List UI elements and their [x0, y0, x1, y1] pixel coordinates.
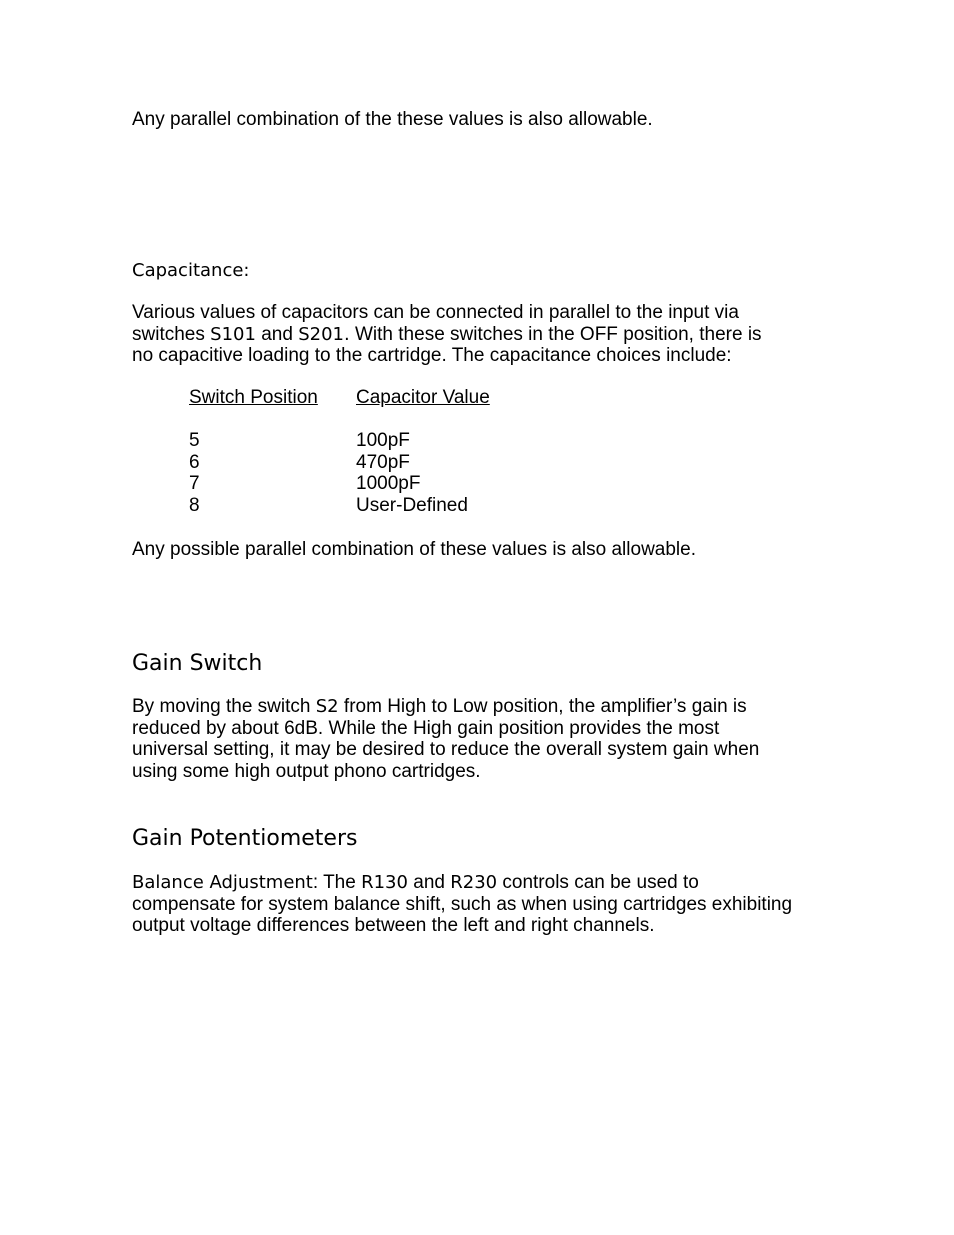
gain-switch-line-4: using some high output phono cartridges. [132, 760, 481, 782]
cell-value: 470pF [356, 451, 410, 473]
text-fragment: By moving the switch [132, 696, 316, 717]
text-fragment: switches [132, 323, 211, 345]
table-row [189, 452, 656, 474]
gain-switch-line-2: reduced by about 6dB. While the High gain position provides the most [132, 717, 720, 739]
text-fragment: and [407, 872, 451, 893]
capacitance-line-1: Various values of capacitors can be connected in parallel to the input via [132, 302, 739, 323]
cell-value: 1000pF [356, 473, 421, 495]
cell-value: User-Defined [356, 494, 468, 516]
text-fragment: : The [312, 872, 362, 893]
header-capacitor-value: Capacitor Value [356, 387, 490, 408]
table-row [189, 495, 656, 517]
text-fragment: and [255, 323, 299, 345]
gain-pots-line-1 [132, 872, 852, 894]
capacitance-line-3: no capacitive loading to the cartridge. The capacitance choices include: [132, 345, 732, 367]
switch-s101: S101 [210, 323, 256, 345]
cell-position: 5 [189, 430, 200, 452]
gain-pots-line-3: output voltage differences between the left and right channels. [132, 915, 655, 937]
balance-adjustment-label: Balance Adjustment [132, 872, 313, 893]
gain-switch-paragraph [132, 696, 852, 782]
text-fragment: With these switches in the OFF position, there is [349, 323, 762, 345]
control-r130: R130 [361, 872, 408, 893]
gain-potentiometers-paragraph [132, 872, 852, 937]
capacitance-note: Any possible parallel combination of these values is also allowable. [132, 539, 696, 560]
capacitance-line-2 [132, 324, 852, 346]
capacitance-label: Capacitance: [132, 260, 250, 281]
gain-switch-heading: Gain Switch [132, 651, 263, 676]
cell-position: 8 [189, 494, 200, 516]
gain-pots-line-2: compensate for system balance shift, such as when using cartridges exhibiting [132, 893, 793, 915]
table-row [189, 473, 656, 495]
capacitance-paragraph [132, 302, 852, 367]
switch-s2: S2 [315, 696, 339, 717]
table-row [189, 430, 656, 452]
cell-value: 100pF [356, 430, 410, 452]
capacitance-table [189, 387, 656, 517]
gain-potentiometers-heading: Gain Potentiometers [132, 826, 358, 851]
cell-position: 6 [189, 451, 200, 473]
gain-switch-line-3: universal setting, it may be desired to reduce the overall system gain when [132, 739, 760, 761]
control-r230: R230 [450, 872, 498, 893]
cell-position: 7 [189, 473, 200, 495]
gain-switch-line-1 [132, 696, 852, 718]
switch-s201: S201. [298, 323, 350, 345]
text-fragment: controls can be used to [497, 872, 699, 893]
intro-note: Any parallel combination of the these values is also allowable. [132, 109, 653, 130]
text-fragment: from High to Low position, the amplifier’s gain is [338, 696, 747, 717]
table-header-row [189, 387, 656, 409]
header-switch-position: Switch Position [189, 387, 318, 408]
